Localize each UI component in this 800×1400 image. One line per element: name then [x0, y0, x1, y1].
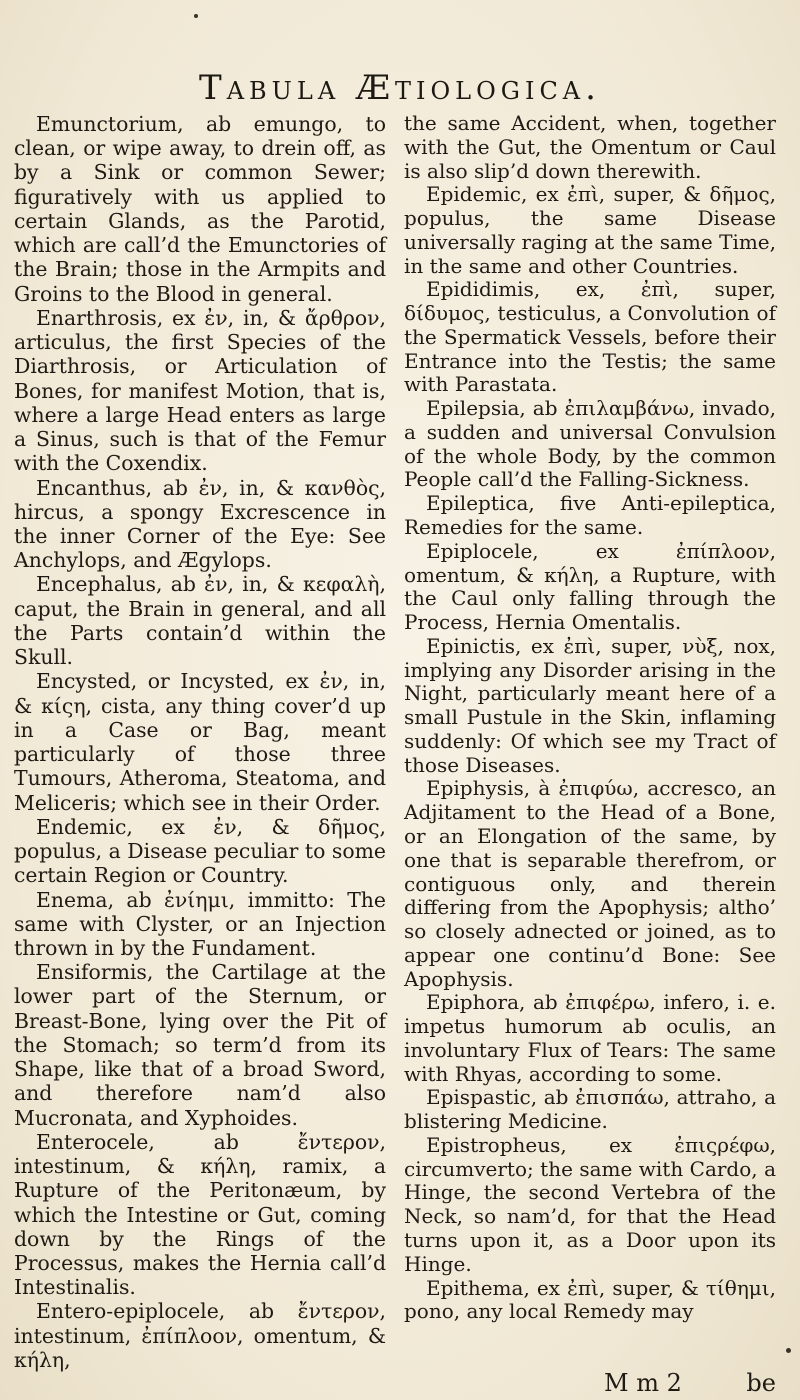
entry-epithema: Epithema, ex ἐπὶ, super, & τίθημι, pono, any local Remedy may [404, 1275, 776, 1324]
entry-epidemic: Epidemic, ex ἐπὶ, super, & δῆμος, populus, the same Disease universally raging at the same Time, in the same and other Countries. [404, 182, 776, 278]
ink-speck [786, 1348, 791, 1353]
entry-epilepsia: Epilepsia, ab ἐπιλαμβάνω, invado, a sudden and universal Convulsion of the whole Body, by the common People call’d the Falling-Sickness. [404, 396, 776, 492]
entry-continuation: the same Accident, when, together with the Gut, the Omentum or Caul is also slip’d down therewith. [404, 111, 776, 183]
entry-emunctorium: Emunctorium, ab emungo, to clean, or wipe away, to drein off, as by a Sink or common Sewer; figuratively with us applied to certain Glands, as the Parotid, which are call’d the Emunctories of the Brain; those in the Armpits and Groins to the Blood in general. [14, 112, 386, 306]
entry-encephalus: Encephalus, ab ἐν, in, & κεφαλὴ, caput, the Brain in general, and all the Parts contain’d within the Skull. [14, 572, 386, 670]
left-column [14, 112, 386, 1372]
entry-epistropheus: Epistropheus, ex ἐπιςρέφω, circumverto; the same with Cardo, a Hinge, the second Vertebra of the Neck, so nam’d, for that the Head turns upon it, as a Door upon its Hinge. [404, 1132, 776, 1276]
entry-entero-epiplocele: Entero-epiplocele, ab ἔντερον, intestinum, ἐπίπλοον, omentum, & κήλη, [14, 1299, 386, 1372]
entry-ensiformis: Ensiformis, the Cartilage at the lower part of the Sternum, or Breast-Bone, lying over the Pit of the Stomach; so term’d from its Shape, like that of a broad Sword, and therefore nam’d also Mucronata, and Xyphoides. [14, 960, 386, 1130]
entry-epileptica: Epileptica, five Anti-epileptica, Remedies for the same. [404, 491, 776, 540]
entry-epinictis: Epinictis, ex ἐπὶ, super, νὺξ, nox, implying any Disorder arising in the Night, particularly meant here of a small Pustule in the Skin, inflaming suddenly: Of which see my Tract of those Diseases. [404, 633, 776, 777]
entry-epiphysis: Epiphysis, à ἐπιφύω, accresco, an Adjitament to the Head of a Bone, or an Elongation of the same, by one that is separable therefrom, or contiguous only, and therein differing from the Apophysis; altho’ so closely adnected or joined, as to appear one continu’d Bone: See Apophysis. [404, 776, 776, 991]
entry-epiplocele: Epiplocele, ex ἐπίπλοον, omentum, & κήλη, a Rupture, with the Caul only falling through the Process, Hernia Omentalis. [404, 538, 776, 635]
catchword: be [746, 1369, 776, 1397]
signature-mark: M m 2 [604, 1369, 682, 1397]
running-header: Tabula Ætiologica. [199, 68, 601, 108]
entry-encysted: Encysted, or Incysted, ex ἐν, in, & κίςη, cista, any thing cover’d up in a Case or Bag, meant particularly of those three Tumours, Atheroma, Steatoma, and Meliceris; which see in their Order. [14, 669, 386, 815]
right-column [404, 112, 776, 1324]
entry-enema: Enema, ab ἐνίημι, immitto: The same with Clyster, or an Injection thrown in by the Fundament. [14, 887, 386, 960]
ink-speck [194, 14, 198, 18]
entry-epiphora: Epiphora, ab ἐπιφέρω, infero, i. e. impetus humorum ab oculis, an involuntary Flux of Tears: The same with Rhyas, according to some. [404, 990, 776, 1086]
entry-epididimis: Epididimis, ex, ἐπὶ, super, δίδυμος, testiculus, a Convolution of the Spermatick Vessels, before their Entrance into the Testis; the same with Parastata. [404, 277, 776, 397]
entry-enarthrosis: Enarthrosis, ex ἐν, in, & ἄρθρον, articulus, the first Species of the Diarthrosis, or Articulation of Bones, for manifest Motion, that is, where a large Head enters as large a Sinus, such is that of the Femur with the Coxendix. [14, 305, 386, 476]
entry-epispastic: Epispastic, ab ἐπισπάω, attraho, a blistering Medicine. [404, 1085, 776, 1134]
entry-endemic: Endemic, ex ἐν, & δῆμος, populus, a Disease peculiar to some certain Region or Country. [14, 814, 386, 888]
entry-encanthus: Encanthus, ab ἐν, in, & κανθὸς, hircus, a spongy Excrescence in the inner Corner of the Eye: See Anchylops, and Ægylops. [14, 475, 386, 573]
entry-enterocele: Enterocele, ab ἔντερον, intestinum, & κήλη, ramix, a Rupture of the Peritonæum, by which the Intestine or Gut, coming down by the Rings of the Processus, makes the Hernia call’d Intestinalis. [14, 1129, 386, 1300]
